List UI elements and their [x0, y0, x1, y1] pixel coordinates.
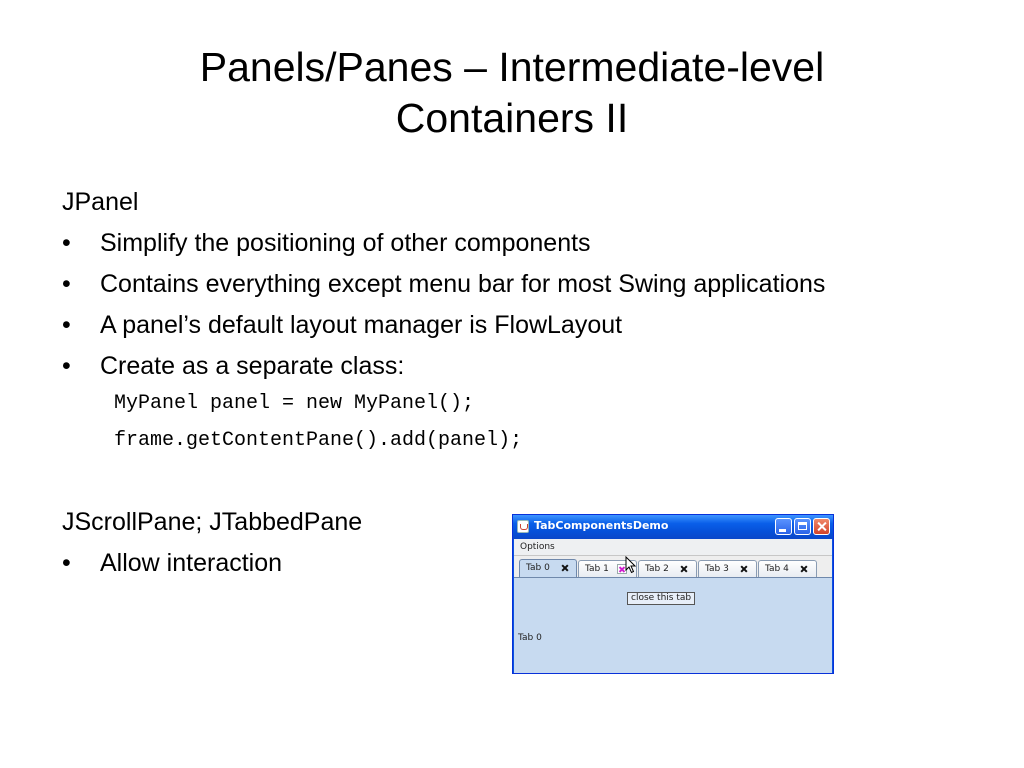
code-line: MyPanel panel = new MyPanel();	[114, 392, 475, 415]
content-label: Tab 0	[518, 633, 542, 643]
bullet-glyph: •	[62, 549, 71, 577]
tab-3[interactable]	[698, 560, 757, 577]
slide-title-line: Panels/Panes – Intermediate-level	[199, 44, 825, 90]
code-line: frame.getContentPane().add(panel);	[114, 429, 523, 452]
tab-2[interactable]	[638, 560, 697, 577]
bullet-glyph: •	[62, 311, 71, 339]
tab-components-demo-window	[512, 514, 834, 674]
close-x-icon[interactable]	[800, 565, 808, 573]
bullet-text: Contains everything except menu bar for most Swing applications	[100, 270, 826, 298]
tab-label: Tab 4	[765, 564, 789, 574]
section-heading-scroll-tabbed: JScrollPane; JTabbedPane	[62, 508, 363, 536]
menu-bar	[514, 539, 832, 556]
tab-label: Tab 0	[526, 563, 550, 573]
window-client-area	[514, 539, 832, 672]
close-window-button[interactable]	[813, 518, 830, 535]
tab-label: Tab 2	[645, 564, 669, 574]
bullet-glyph: •	[62, 270, 71, 298]
tab-4[interactable]	[758, 560, 817, 577]
window-titlebar[interactable]	[513, 515, 833, 539]
close-x-icon[interactable]	[680, 565, 688, 573]
slide-title-line: Containers II	[395, 95, 629, 141]
java-cup-icon	[517, 520, 529, 533]
window-title: TabComponentsDemo	[534, 519, 669, 532]
bullet-text: A panel’s default layout manager is FlowLayout	[100, 311, 623, 339]
bullet-glyph: •	[62, 229, 71, 257]
tab-label: Tab 3	[705, 564, 729, 574]
bullet-glyph: •	[62, 352, 71, 380]
minimize-button[interactable]	[775, 518, 792, 535]
bullet-text: Simplify the positioning of other components	[100, 229, 591, 257]
bullet-text: Allow interaction	[100, 549, 283, 577]
tooltip-close-tab: close this tab	[627, 592, 695, 605]
close-x-icon[interactable]	[561, 564, 569, 572]
slide-title	[0, 42, 1024, 144]
mouse-pointer-icon	[625, 556, 637, 574]
section-heading-jpanel: JPanel	[62, 188, 139, 216]
menu-options[interactable]: Options	[520, 542, 555, 552]
tab-0[interactable]	[519, 559, 577, 578]
bullet-text: Create as a separate class:	[100, 352, 405, 380]
close-x-icon[interactable]	[740, 565, 748, 573]
tab-strip	[514, 556, 832, 577]
tab-content-panel	[514, 577, 832, 673]
tab-label: Tab 1	[585, 564, 609, 574]
maximize-button[interactable]	[794, 518, 811, 535]
